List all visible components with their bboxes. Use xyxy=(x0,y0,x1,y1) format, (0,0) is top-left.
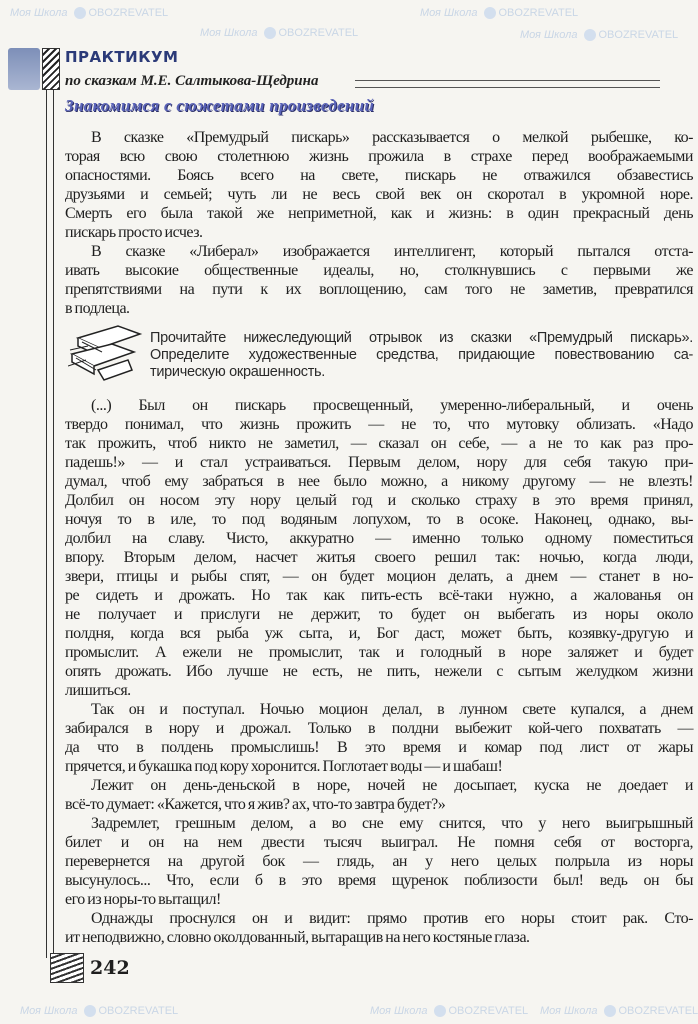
text-line: да что в полдень промыслишь! В это время и комар под лист от жары xyxy=(65,739,693,756)
watermark-school: Моя Школа xyxy=(20,1005,78,1017)
text-line: его из норы-то вытащил! xyxy=(65,891,221,908)
text-line: ит неподвижно, словно околдованный, вытаращив на него костяные глаза. xyxy=(65,929,530,946)
page-body xyxy=(65,128,693,983)
text-line: пискарь просто исчез. xyxy=(65,224,203,241)
watermark-brand: OBOZREVATEL xyxy=(498,7,579,19)
watermark-school: Моя Школа xyxy=(520,29,578,41)
text-line: опасностями. Боясь всего на свете, пискарь не отважился обзавестись xyxy=(65,167,693,184)
watermark-brand: OBOZREVATEL xyxy=(278,27,359,39)
text-line: твердо понимал, что жизнь прожить — не то, что мутовку облизать. «Надо xyxy=(65,416,693,433)
text-line: перевернется на другой бок — глядь, ан у него целых полрыла из норы xyxy=(65,853,693,870)
watermark-brand: OBOZREVATEL xyxy=(448,1005,529,1017)
text-line: звери, птицы и рыбы спят, — он будет моцион делать, а днем — станет в но- xyxy=(65,568,693,585)
watermark-logo-icon xyxy=(264,27,276,39)
text-line: думал, чтоб ему забраться в нее было можно, а никому другому — не влезть! xyxy=(65,473,693,490)
paragraph xyxy=(65,776,693,814)
text-line: долбил на славу. Чисто, аккуратно — именно только одному поместиться xyxy=(65,530,693,547)
text-line: не получает и прислуги не держит, то будет он выбегать из норы около xyxy=(65,606,693,623)
watermark-logo-icon xyxy=(84,1005,96,1017)
watermark-brand: OBOZREVATEL xyxy=(598,29,679,41)
task-instructions xyxy=(150,330,693,381)
section-title: ПРАКТИКУМ xyxy=(65,48,179,66)
watermark xyxy=(540,1004,698,1018)
watermark xyxy=(420,6,578,20)
page-footer xyxy=(50,953,693,983)
paragraph xyxy=(65,700,693,776)
watermark-school: Моя Школа xyxy=(370,1005,428,1017)
watermark xyxy=(200,26,358,40)
decorative-corner-icon xyxy=(42,48,60,90)
text-line: полдня, когда вся рыба уж сыта, и, Бог даст, может быть, козявку-другую и xyxy=(65,625,693,642)
text-line: Так он и поступал. Ночью моцион делал, в лунном свете купался, а днем xyxy=(91,701,693,718)
margin-rule xyxy=(46,90,54,958)
excerpt-text xyxy=(65,396,693,947)
text-line: ре сидеть и дрожать. Но так как пить-есть всё-таки нужно, а жалованья он xyxy=(65,587,693,604)
watermark-school: Моя Школа xyxy=(540,1005,598,1017)
text-line: Задремлет, грешным делом, а во сне ему снится, что у него выигрышный xyxy=(91,815,693,832)
text-line: падешь!» — и стал устраиваться. Первым делом, нору для себя такую при- xyxy=(65,454,693,471)
watermark-school: Моя Школа xyxy=(200,27,258,39)
watermark-logo-icon xyxy=(584,29,596,41)
watermark xyxy=(370,1004,528,1018)
text-line: друзьями и семьей; чуть ли не весь свой век он скоротал в укромной норе. xyxy=(65,186,693,203)
text-line: в подлеца. xyxy=(65,300,130,317)
text-line: Лежит он день-деньской в норе, ночей не досыпает, куска не доедает и xyxy=(91,777,693,794)
books-icon xyxy=(68,320,144,382)
text-line: В сказке «Премудрый пискарь» рассказывается о мелкой рыбешке, ко- xyxy=(91,129,693,146)
section-logo xyxy=(8,48,40,90)
watermark-logo-icon xyxy=(74,7,86,19)
text-line: препятствиями на пути к их воплощению, сам того не заметив, превратился xyxy=(65,281,693,298)
watermark-logo-icon xyxy=(484,7,496,19)
watermark xyxy=(20,1004,178,1018)
intro-text xyxy=(65,128,693,318)
watermark-school: Моя Школа xyxy=(420,7,478,19)
subtitle-rule xyxy=(355,80,660,88)
watermark-school: Моя Школа xyxy=(10,7,68,19)
section-subtitle: по сказкам М.Е. Салтыкова-Щедрина xyxy=(65,73,319,89)
paragraph xyxy=(65,242,693,318)
paragraph xyxy=(65,814,693,909)
text-line: ивать высокие общественные идеалы, но, столкнувшись с первыми же xyxy=(65,262,693,279)
text-line: лишиться. xyxy=(65,682,131,699)
text-line: Однажды проснулся он и видит: прямо против его норы стоит рак. Сто- xyxy=(91,910,693,927)
task-line: Прочитайте нижеследующий отрывок из сказки «Премудрый пискарь». xyxy=(150,330,693,346)
text-line: так прожить, чтоб никто не заметил, — сказал он себе, — а не то как раз про- xyxy=(65,435,693,452)
text-line: торая всю свою столетнюю жизнь прожила в страхе перед воображаемыми xyxy=(65,148,693,165)
page-ornament-icon xyxy=(50,953,84,983)
paragraph xyxy=(65,909,693,947)
watermark-logo-icon xyxy=(434,1005,446,1017)
task-box xyxy=(68,330,693,382)
text-line: (...) Был он пискарь просвещенный, умеренно-либеральный, и очень xyxy=(91,397,693,414)
text-line: всё-то думает: «Кажется, что я жив? ах, что-то завтра будет?» xyxy=(65,796,446,813)
text-line: прячется, и букашка под кору хоронится. Поглотает воды — и шабаш! xyxy=(65,758,503,775)
task-line: тирическую окрашенность. xyxy=(150,364,326,380)
text-line: билет и он на нем двести тысяч выиграл. Не помня себя от восторга, xyxy=(65,834,693,851)
text-line: ночуя то в иле, то под водяным лопухом, то в осоке. Наконец, однако, вы- xyxy=(65,511,693,528)
text-line: Смерть его была такой же неприметной, как и жизнь: в один прекрасный день xyxy=(65,205,693,222)
watermark xyxy=(520,28,678,42)
watermark-brand: OBOZREVATEL xyxy=(88,7,169,19)
text-line: впору. Вторым делом, насчет житья своего решил так: ночью, когда люди, xyxy=(65,549,693,566)
paragraph xyxy=(65,128,693,242)
text-line: Долбил он носом эту нору целый год и сколько страху в это время принял, xyxy=(65,492,693,509)
watermark-brand: OBOZREVATEL xyxy=(98,1005,179,1017)
watermark-brand: OBOZREVATEL xyxy=(618,1005,698,1017)
text-line: промыслит. А ежели не промыслит, так и голодный в норе заляжет и будет xyxy=(65,644,693,661)
paragraph xyxy=(65,396,693,700)
text-line: высунулось... Что, если б в это время щуренок поблизости был! ведь он бы xyxy=(65,872,693,889)
watermark-logo-icon xyxy=(604,1005,616,1017)
page-number: 242 xyxy=(90,957,130,979)
task-line: Определите художественные средства, придающие повествованию са- xyxy=(150,347,693,363)
text-line: забирался в нору и дрожал. Только в полдни выбежит кой-чего похватать — xyxy=(65,720,693,737)
heading: Знакомимся с сюжетами произведений xyxy=(65,96,375,115)
text-line: В сказке «Либерал» изображается интеллигент, который пытался отста- xyxy=(91,243,693,260)
text-line: опять дрожать. Ибо лучше не есть, не пить, нежели с сытым желудком жизни xyxy=(65,663,693,680)
watermark xyxy=(10,6,168,20)
